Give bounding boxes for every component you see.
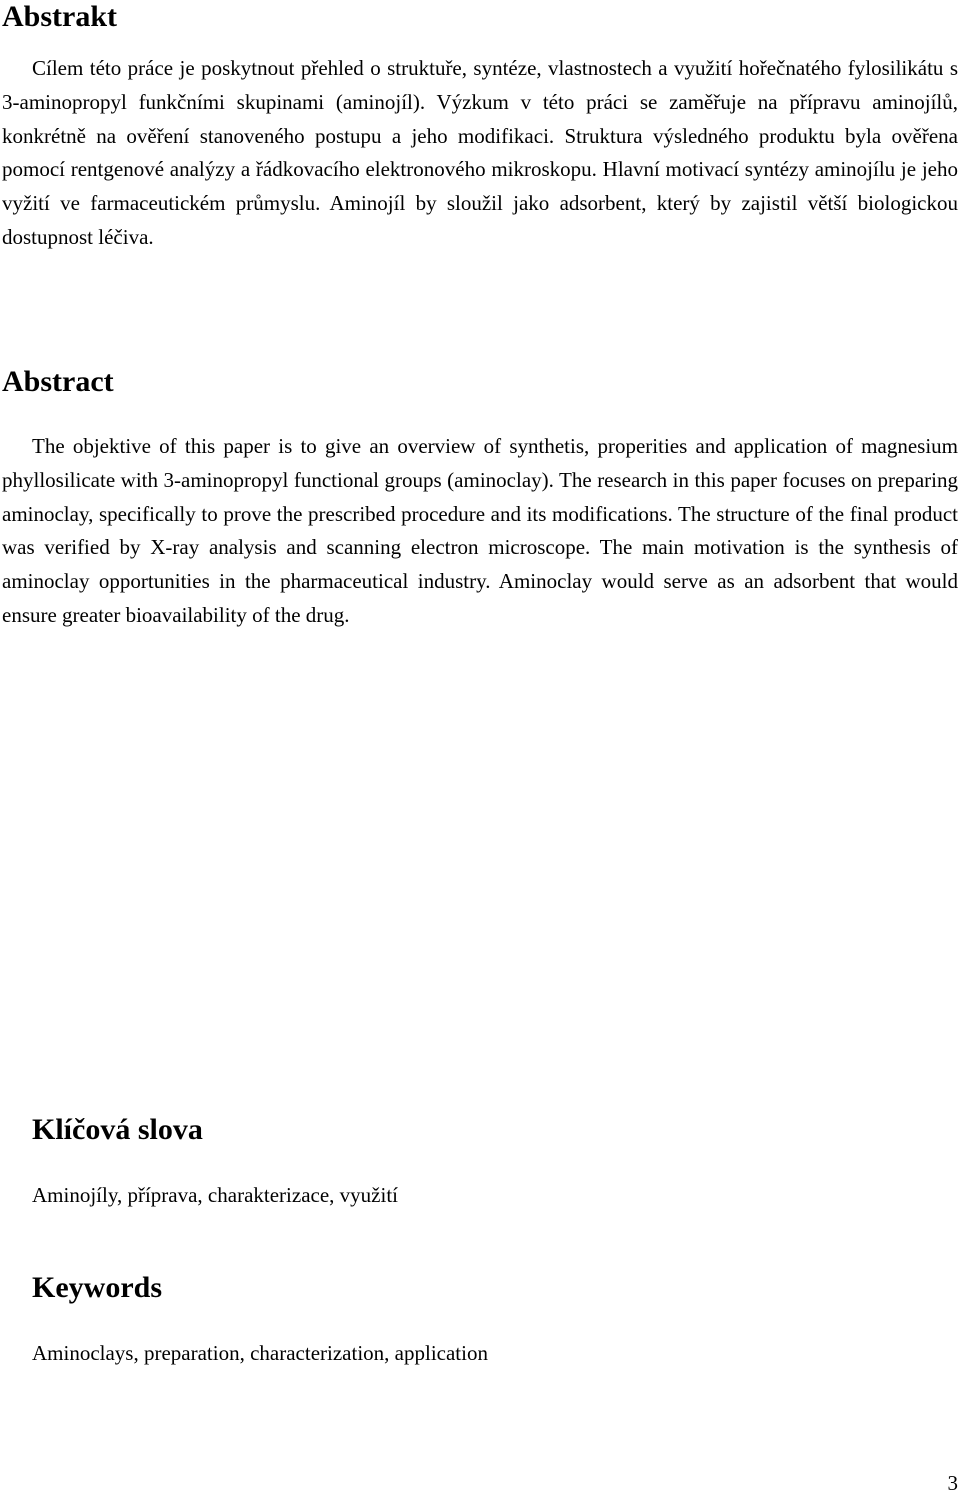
page-number: 3: [947, 1471, 958, 1495]
keywords-heading: Keywords: [32, 1271, 162, 1304]
abstract-heading: Abstract: [2, 365, 114, 398]
klicova-slova-text: Aminojíly, příprava, charakterizace, využití: [32, 1183, 398, 1207]
abstrakt-heading: Abstrakt: [2, 0, 118, 33]
abstract-text: The objektive of this paper is to give an overview of synthetis, properities and application of magnesium phyllosilicate with 3-aminopropyl functional groups (aminoclay). The research in this paper focuses on preparing aminoclay, specifically to prove the prescribed procedure and its modifications. The structure of the final product was verified by X-ray analysis and scanning electron microscope. The main motivation is the synthesis of aminoclay opportunities in the pharmaceutical industry. Aminoclay would serve as an adsorbent that would ensure greater bioavailability of the drug.: [2, 434, 958, 627]
abstrakt-paragraph: [2, 52, 958, 255]
abstrakt-text: Cílem této práce je poskytnout přehled o struktuře, syntéze, vlastnostech a využití hořečnatého fylosilikátu s 3-aminopropyl funkčními skupinami (aminojíl). Výzkum v této práci se zaměřuje na přípravu aminojílů, konkrétně na ověření stanoveného postupu a jeho modifikaci. Struktura výsledného produktu byla ověřena pomocí rentgenové analýzy a řádkovacího elektronového mikroskopu. Hlavní motivací syntézy aminojílu je jeho vyžití ve farmaceutickém průmyslu. Aminojíl by sloužil jako adsorbent, který by zajistil větší biologickou dostupnost léčiva.: [2, 56, 958, 249]
klicova-slova-heading: Klíčová slova: [32, 1113, 203, 1146]
keywords-text: Aminoclays, preparation, characterization, application: [32, 1341, 488, 1365]
abstract-paragraph: [2, 430, 958, 633]
